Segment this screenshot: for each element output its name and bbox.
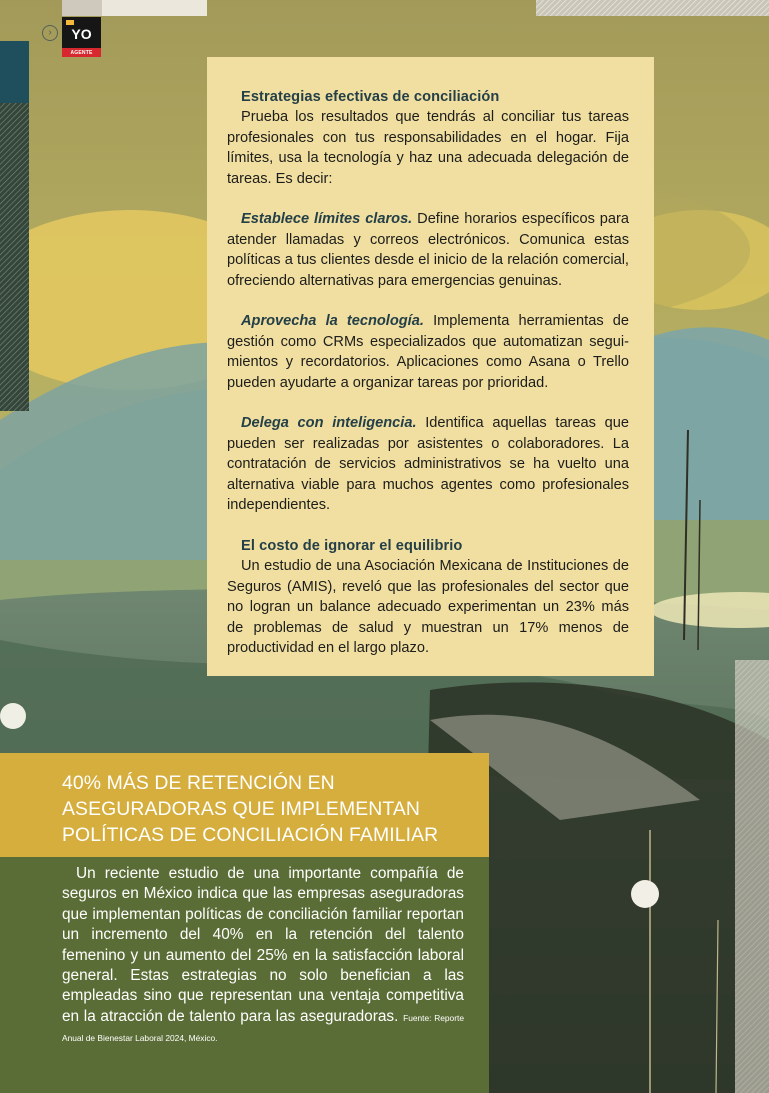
logo-sub-text: AGENTE [70,50,93,56]
top-decor-strip [62,0,207,16]
article-box [207,57,654,676]
section-heading: Estrategias efectivas de conciliación [241,89,500,105]
logo-mark-icon [66,20,74,25]
strategy-limits: Establece límites claros. Define horarios específicos para atender llamadas y correos electrónicos. Comunica estas políticas a tus clientes desde el inicio de la relación comercial, ofreciendo alternativas para emergencias genuinas. [227,211,629,289]
section-paragraph: Un estudio de una Asociación Mexicana de Instituciones de Seguros (AMIS), reveló que las profesionales del sector que no logran un balance adecuado experimentan un 23% más de problemas de salud y muestran un 17% menos de productividad en el largo plazo. [227,558,629,656]
strategy-delegate: Delega con inteligencia. Identifica aquellas tareas que pueden ser realizadas por asistentes o colaboradores. La contratación de servicios administrativos se ha vuelto una alternativa viable para muchos agentes como profesionales independientes. [227,415,629,514]
chevron-right-icon[interactable]: › [42,25,58,41]
logo [62,17,101,57]
section-paragraph: Prueba los resultados que tendrás al conciliar tus tareas profesionales con tus responsabilidades en el hogar. Fija límites, usa la tecnología y haz una adecuada delegación de tareas. Es decir: [227,109,629,187]
section-heading: El costo de ignorar el equilibrio [241,537,463,554]
highlight-body: Un reciente estudio de una importante compañía de seguros en México indica que las empresas aseguradoras que implementan políticas de conciliación familiar reportan un incremento del 40% en la retención del talento femenino y un aumento del 25% en la satisfacción laboral general. Estas estrategias no solo benefician a las empleadas sino que representan una ventaja competitiva en la atracción de talento para las aseguradoras. Fuente: Reporte Anual de Bienestar Laboral 2024, México. [62,865,464,1044]
strategy-technology: Aprovecha la tecnología. Implementa herramientas de gestión como CRMs especializados que automatizan seguimientos y recordatorios. Aplicaciones como Asana o Trello pueden ayudarte a organizar tareas por prioridad. [227,313,629,391]
highlight-title: 40% MÁS DE RETENCIÓN EN ASEGURADORAS QUE IMPLEMENTAN POLÍTICAS DE CONCILIACIÓN FAMILIAR [62,772,439,846]
source-note: Fuente: Reporte Anual de Bienestar Laboral 2024, México. [62,1012,464,1044]
logo-main-text: YO [71,26,92,42]
